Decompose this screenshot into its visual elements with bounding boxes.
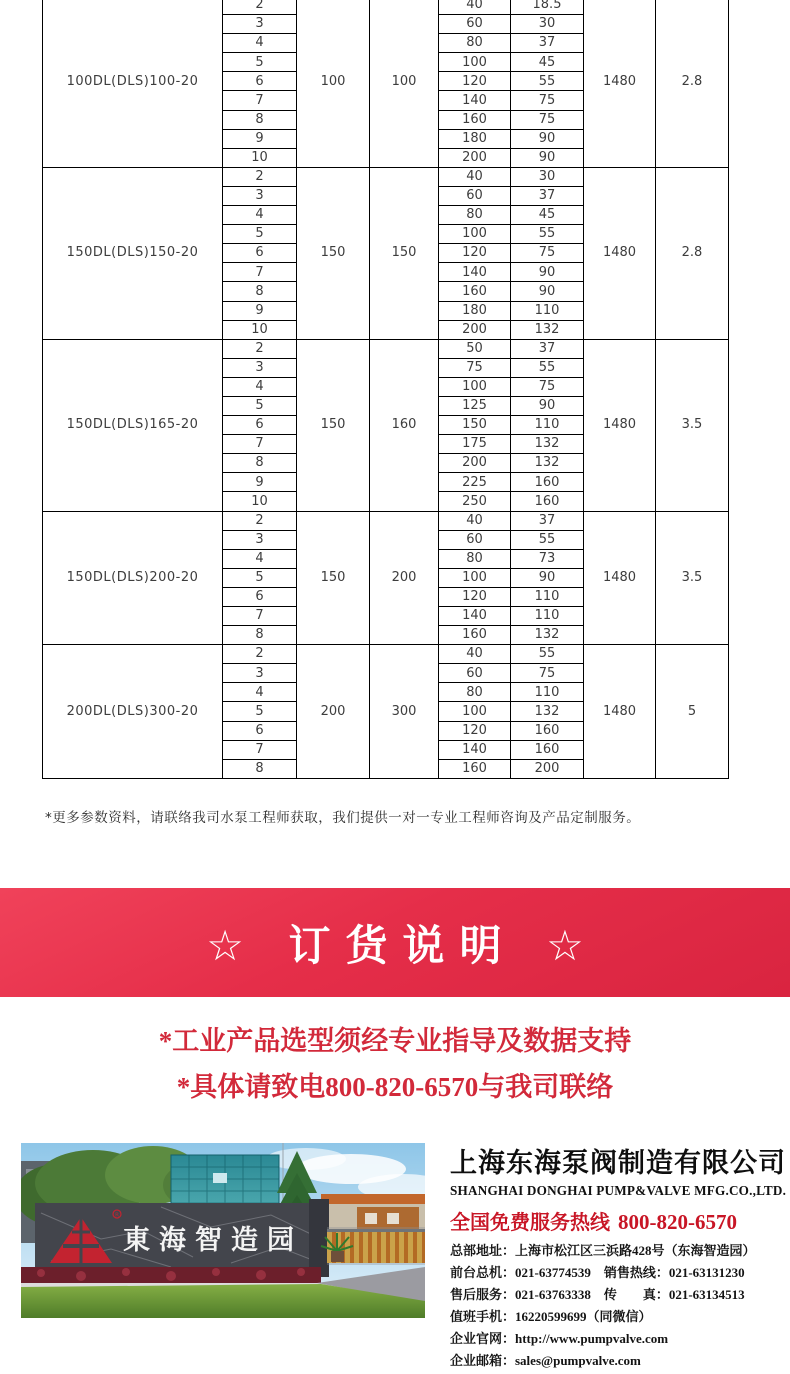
stage-cell: 3 <box>223 664 297 683</box>
power-cell: 75 <box>511 91 584 110</box>
flow-cell: 200 <box>439 148 511 167</box>
contact-line-email[interactable]: 企业邮箱：sales@pumpvalve.com <box>450 1353 641 1368</box>
stage-cell: 6 <box>223 244 297 263</box>
flow-cell: 75 <box>439 358 511 377</box>
flow-cell: 60 <box>439 664 511 683</box>
contact-line-website[interactable]: 企业官网：http://www.pumpvalve.com <box>450 1331 669 1346</box>
speed-cell: 1480 <box>584 645 656 779</box>
discharge-cell: 300 <box>370 645 439 779</box>
photo-sign-wall <box>35 1199 329 1277</box>
suction-cell: 200 <box>297 645 370 779</box>
stage-cell: 5 <box>223 396 297 415</box>
speed-cell: 1480 <box>584 511 656 645</box>
factory-photo <box>21 1143 425 1318</box>
power-cell: 37 <box>511 186 584 205</box>
flow-cell: 60 <box>439 530 511 549</box>
table-row <box>43 645 729 664</box>
flow-cell: 40 <box>439 645 511 664</box>
stage-cell: 5 <box>223 53 297 72</box>
contact-line-fax: 售后服务：021-63763338 传 真：021-63134513 <box>450 1287 745 1302</box>
hotline-number: 800-820-6570 <box>618 1210 737 1234</box>
table-row <box>43 0 729 15</box>
pump-table-body <box>43 0 729 778</box>
power-cell: 160 <box>511 473 584 492</box>
notice-line: *具体请致电800-820-6570与我司联络 <box>176 1072 614 1102</box>
stage-cell: 9 <box>223 473 297 492</box>
flow-cell: 125 <box>439 396 511 415</box>
power-cell: 75 <box>511 664 584 683</box>
stage-cell: 6 <box>223 416 297 435</box>
flow-cell: 80 <box>439 683 511 702</box>
power-cell: 90 <box>511 148 584 167</box>
stage-cell: 6 <box>223 587 297 606</box>
factory-photo-art <box>21 1143 425 1318</box>
stage-cell: 2 <box>223 0 297 15</box>
power-cell: 37 <box>511 339 584 358</box>
stage-cell: 6 <box>223 72 297 91</box>
pump-spec-table <box>42 0 729 779</box>
power-cell: 110 <box>511 607 584 626</box>
power-cell: 132 <box>511 320 584 339</box>
power-cell: 30 <box>511 15 584 34</box>
contact-lines <box>450 1240 780 1372</box>
stage-cell: 7 <box>223 91 297 110</box>
table-row <box>43 167 729 186</box>
flow-cell: 160 <box>439 759 511 778</box>
power-cell: 132 <box>511 702 584 721</box>
contact-line-mobile: 值班手机：16220599699（同微信） <box>450 1309 652 1324</box>
power-cell: 45 <box>511 53 584 72</box>
power-cell: 160 <box>511 740 584 759</box>
power-cell: 132 <box>511 435 584 454</box>
stage-cell: 2 <box>223 339 297 358</box>
flow-cell: 100 <box>439 225 511 244</box>
stage-cell: 7 <box>223 740 297 759</box>
suction-cell: 150 <box>297 167 370 339</box>
stage-cell: 10 <box>223 148 297 167</box>
flow-cell: 100 <box>439 53 511 72</box>
contact-line-address: 总部地址：上海市松江区三浜路428号（东海智造园） <box>450 1243 756 1258</box>
power-cell: 200 <box>511 759 584 778</box>
notice-line: *工业产品选型须经专业指导及数据支持 <box>158 1026 632 1056</box>
flow-cell: 100 <box>439 568 511 587</box>
stage-cell: 2 <box>223 167 297 186</box>
stage-cell: 8 <box>223 759 297 778</box>
flow-cell: 120 <box>439 721 511 740</box>
power-cell: 73 <box>511 549 584 568</box>
stage-cell: 4 <box>223 206 297 225</box>
hotline-label: 全国免费服务热线 <box>450 1212 610 1234</box>
flow-cell: 40 <box>439 0 511 15</box>
table-row <box>43 339 729 358</box>
power-cell: 55 <box>511 225 584 244</box>
stage-cell: 5 <box>223 702 297 721</box>
banner-title: ☆ 订货说明 ☆ <box>206 920 599 970</box>
stage-cell: 7 <box>223 607 297 626</box>
power-cell: 110 <box>511 587 584 606</box>
power-cell: 55 <box>511 530 584 549</box>
model-cell: 150DL(DLS)150-20 <box>43 167 223 339</box>
company-name-cn: 上海东海泵阀制造有限公司 <box>450 1148 786 1179</box>
power-cell: 110 <box>511 301 584 320</box>
power-cell: 55 <box>511 72 584 91</box>
stage-cell: 9 <box>223 301 297 320</box>
stage-cell: 5 <box>223 568 297 587</box>
speed-cell: 1480 <box>584 339 656 511</box>
table-footnote: *更多参数资料，请联络我司水泵工程师获取，我们提供一对一专业工程师咨询及产品定制服务。 <box>45 810 641 826</box>
flow-cell: 200 <box>439 454 511 473</box>
model-cell: 200DL(DLS)300-20 <box>43 645 223 779</box>
flow-cell: 160 <box>439 626 511 645</box>
power-cell: 110 <box>511 416 584 435</box>
power-cell: 90 <box>511 129 584 148</box>
contact-line-phones: 前台总机：021-63774539 销售热线：021-63131230 <box>450 1265 745 1280</box>
model-cell: 150DL(DLS)165-20 <box>43 339 223 511</box>
speed-cell: 1480 <box>584 167 656 339</box>
discharge-cell: 100 <box>370 0 439 167</box>
flow-cell: 80 <box>439 206 511 225</box>
stage-cell: 3 <box>223 530 297 549</box>
power-cell: 75 <box>511 110 584 129</box>
pump-spec-table-wrap <box>42 0 729 779</box>
power-cell: 132 <box>511 626 584 645</box>
selection-notice <box>0 1018 790 1110</box>
power-cell: 110 <box>511 683 584 702</box>
power-cell: 37 <box>511 511 584 530</box>
stage-cell: 2 <box>223 645 297 664</box>
svg-text:R: R <box>115 1212 119 1219</box>
flow-cell: 60 <box>439 15 511 34</box>
power-cell: 75 <box>511 377 584 396</box>
stage-cell: 4 <box>223 683 297 702</box>
flow-cell: 120 <box>439 587 511 606</box>
flow-cell: 150 <box>439 416 511 435</box>
flow-cell: 225 <box>439 473 511 492</box>
flow-cell: 120 <box>439 72 511 91</box>
stage-cell: 3 <box>223 358 297 377</box>
stage-cell: 4 <box>223 377 297 396</box>
power-cell: 160 <box>511 721 584 740</box>
discharge-cell: 150 <box>370 167 439 339</box>
flow-cell: 100 <box>439 702 511 721</box>
power-cell: 75 <box>511 244 584 263</box>
power-cell: 90 <box>511 568 584 587</box>
flow-cell: 180 <box>439 129 511 148</box>
stage-cell: 10 <box>223 320 297 339</box>
flow-cell: 40 <box>439 511 511 530</box>
npsh-cell: 5 <box>656 645 729 779</box>
power-cell: 45 <box>511 206 584 225</box>
company-info <box>450 1141 787 1372</box>
order-instructions-banner <box>0 888 790 997</box>
flow-cell: 160 <box>439 282 511 301</box>
stage-cell: 8 <box>223 454 297 473</box>
flow-cell: 140 <box>439 91 511 110</box>
power-cell: 132 <box>511 454 584 473</box>
power-cell: 160 <box>511 492 584 511</box>
speed-cell: 1480 <box>584 0 656 167</box>
stage-cell: 8 <box>223 626 297 645</box>
flow-cell: 80 <box>439 549 511 568</box>
flow-cell: 40 <box>439 167 511 186</box>
stage-cell: 9 <box>223 129 297 148</box>
discharge-cell: 200 <box>370 511 439 645</box>
table-row <box>43 511 729 530</box>
stage-cell: 8 <box>223 282 297 301</box>
stage-cell: 10 <box>223 492 297 511</box>
service-hotline <box>450 1206 780 1235</box>
power-cell: 30 <box>511 167 584 186</box>
photo-gate <box>321 1227 425 1265</box>
stage-cell: 7 <box>223 435 297 454</box>
suction-cell: 150 <box>297 339 370 511</box>
flow-cell: 140 <box>439 263 511 282</box>
flow-cell: 160 <box>439 110 511 129</box>
model-cell: 150DL(DLS)200-20 <box>43 511 223 645</box>
stage-cell: 7 <box>223 263 297 282</box>
stage-cell: 2 <box>223 511 297 530</box>
npsh-cell: 2.8 <box>656 167 729 339</box>
flow-cell: 80 <box>439 34 511 53</box>
flow-cell: 175 <box>439 435 511 454</box>
flow-cell: 140 <box>439 607 511 626</box>
power-cell: 90 <box>511 282 584 301</box>
flow-cell: 60 <box>439 186 511 205</box>
power-cell: 90 <box>511 263 584 282</box>
power-cell: 18.5 <box>511 0 584 15</box>
flow-cell: 200 <box>439 320 511 339</box>
stage-cell: 4 <box>223 549 297 568</box>
stage-cell: 8 <box>223 110 297 129</box>
flow-cell: 100 <box>439 377 511 396</box>
park-sign-text: 東海智造园 <box>123 1225 303 1256</box>
flow-cell: 250 <box>439 492 511 511</box>
suction-cell: 150 <box>297 511 370 645</box>
stage-cell: 6 <box>223 721 297 740</box>
model-cell: 100DL(DLS)100-20 <box>43 0 223 167</box>
stage-cell: 3 <box>223 15 297 34</box>
flow-cell: 50 <box>439 339 511 358</box>
stage-cell: 5 <box>223 225 297 244</box>
power-cell: 90 <box>511 396 584 415</box>
power-cell: 37 <box>511 34 584 53</box>
npsh-cell: 3.5 <box>656 339 729 511</box>
flow-cell: 180 <box>439 301 511 320</box>
stage-cell: 4 <box>223 34 297 53</box>
npsh-cell: 3.5 <box>656 511 729 645</box>
suction-cell: 100 <box>297 0 370 167</box>
npsh-cell: 2.8 <box>656 0 729 167</box>
stage-cell: 3 <box>223 186 297 205</box>
flow-cell: 120 <box>439 244 511 263</box>
discharge-cell: 160 <box>370 339 439 511</box>
power-cell: 55 <box>511 645 584 664</box>
flow-cell: 140 <box>439 740 511 759</box>
company-name-en: SHANGHAI DONGHAI PUMP&VALVE MFG.CO.,LTD. <box>450 1183 787 1198</box>
power-cell: 55 <box>511 358 584 377</box>
